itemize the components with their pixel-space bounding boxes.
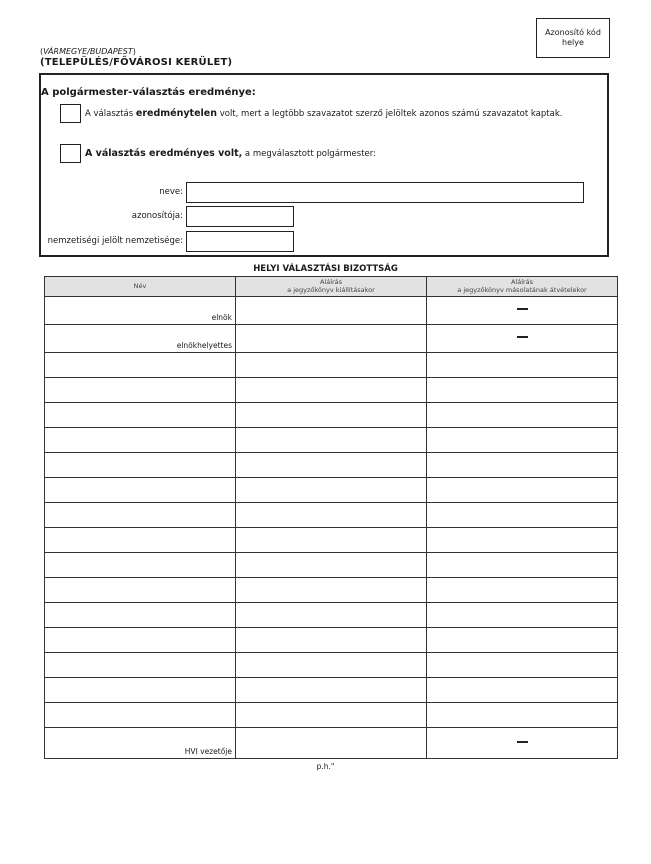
receipt-cell xyxy=(427,728,618,759)
county-text: VÁRMEGYE/BUDAPEST xyxy=(43,47,133,56)
table-row xyxy=(45,503,618,528)
table-row xyxy=(45,353,618,378)
table-row-chair xyxy=(45,297,618,325)
name-cell[interactable] xyxy=(45,428,236,453)
table-row xyxy=(45,403,618,428)
receipt-cell xyxy=(427,297,618,325)
receipt-cell[interactable] xyxy=(427,428,618,453)
receipt-cell[interactable] xyxy=(427,403,618,428)
receipt-cell[interactable] xyxy=(427,453,618,478)
mayor-name-field[interactable] xyxy=(186,182,584,203)
signature-cell[interactable] xyxy=(236,703,427,728)
name-cell[interactable] xyxy=(45,503,236,528)
dash-mark xyxy=(517,336,528,338)
name-cell[interactable] xyxy=(45,553,236,578)
mayor-name-label: neve: xyxy=(159,187,183,197)
receipt-cell xyxy=(427,325,618,353)
name-cell[interactable] xyxy=(45,453,236,478)
name-cell[interactable] xyxy=(45,603,236,628)
dash-mark xyxy=(517,308,528,310)
receipt-cell[interactable] xyxy=(427,653,618,678)
table-row xyxy=(45,678,618,703)
signature-cell[interactable] xyxy=(236,503,427,528)
signature-cell[interactable] xyxy=(236,553,427,578)
table-row xyxy=(45,378,618,403)
receipt-cell[interactable] xyxy=(427,353,618,378)
nationality-field[interactable] xyxy=(186,231,294,252)
settlement-label: (TELEPÜLÉS/FŐVÁROSI KERÜLET) xyxy=(40,57,233,68)
stamp-note: p.h." xyxy=(316,762,335,771)
column-header-name: Név xyxy=(45,277,236,297)
table-row-vice-chair xyxy=(45,325,618,353)
opt1-prefix: A választás xyxy=(85,109,136,119)
table-row xyxy=(45,528,618,553)
opt2-suffix: a megválasztott polgármester: xyxy=(242,149,376,159)
receipt-cell[interactable] xyxy=(427,703,618,728)
signature-cell[interactable] xyxy=(236,578,427,603)
role-hvi-head: HVI vezetője xyxy=(184,747,232,756)
receipt-cell[interactable] xyxy=(427,678,618,703)
table-row xyxy=(45,428,618,453)
table-row-hvi-head xyxy=(45,728,618,759)
receipt-cell[interactable] xyxy=(427,528,618,553)
invalid-result-label xyxy=(85,108,562,119)
signature-cell[interactable] xyxy=(236,478,427,503)
signature-cell[interactable] xyxy=(236,528,427,553)
name-cell[interactable] xyxy=(45,653,236,678)
signature-cell[interactable] xyxy=(236,353,427,378)
opt1-bold: eredménytelen xyxy=(135,108,218,119)
signature-cell[interactable] xyxy=(236,678,427,703)
table-row xyxy=(45,453,618,478)
signature-cell[interactable] xyxy=(236,428,427,453)
receipt-cell[interactable] xyxy=(427,578,618,603)
receipt-cell[interactable] xyxy=(427,628,618,653)
county-label: (VÁRMEGYE/BUDAPEST) xyxy=(40,47,136,56)
name-cell[interactable] xyxy=(45,378,236,403)
table-row xyxy=(45,578,618,603)
signature-cell[interactable] xyxy=(236,297,427,325)
signature-cell[interactable] xyxy=(236,653,427,678)
name-cell[interactable] xyxy=(45,703,236,728)
receipt-cell[interactable] xyxy=(427,503,618,528)
name-cell[interactable] xyxy=(45,478,236,503)
committee-title: HELYI VÁLASZTÁSI BIZOTTSÁG xyxy=(253,264,398,274)
dash-mark xyxy=(517,741,528,743)
table-row xyxy=(45,703,618,728)
nationality-label: nemzetiségi jelölt nemzetisége: xyxy=(47,236,183,246)
table-row xyxy=(45,603,618,628)
signature-cell[interactable] xyxy=(236,453,427,478)
receipt-cell[interactable] xyxy=(427,478,618,503)
id-code-box: Azonosító kód helye xyxy=(536,18,610,58)
receipt-cell[interactable] xyxy=(427,378,618,403)
signature-cell[interactable] xyxy=(236,325,427,353)
name-cell[interactable] xyxy=(45,728,236,759)
valid-result-label xyxy=(85,148,376,159)
table-row xyxy=(45,628,618,653)
receipt-cell[interactable] xyxy=(427,553,618,578)
invalid-result-checkbox[interactable] xyxy=(60,104,81,123)
table-row xyxy=(45,478,618,503)
name-cell[interactable] xyxy=(45,353,236,378)
mayor-id-field[interactable] xyxy=(186,206,294,227)
signature-cell[interactable] xyxy=(236,403,427,428)
valid-result-checkbox[interactable] xyxy=(60,144,81,163)
name-cell[interactable] xyxy=(45,403,236,428)
table-row xyxy=(45,653,618,678)
name-cell[interactable] xyxy=(45,678,236,703)
column-header-signature-receipt: Aláírás a jegyzőkönyv másolatának átvételekor xyxy=(427,277,618,297)
name-cell[interactable] xyxy=(45,578,236,603)
mayor-id-label: azonosítója: xyxy=(131,211,183,221)
name-cell[interactable] xyxy=(45,628,236,653)
name-cell[interactable] xyxy=(45,325,236,353)
signature-cell[interactable] xyxy=(236,728,427,759)
result-title: A polgármester-választás eredménye: xyxy=(41,87,256,98)
role-vice-chair: elnökhelyettes xyxy=(176,341,232,350)
table-row xyxy=(45,553,618,578)
signature-table xyxy=(44,276,618,759)
signature-cell[interactable] xyxy=(236,628,427,653)
signature-cell[interactable] xyxy=(236,378,427,403)
name-cell[interactable] xyxy=(45,528,236,553)
opt2-bold: A választás eredményes volt, xyxy=(85,148,243,159)
table-header-row xyxy=(45,277,618,297)
column-header-signature-issue: Aláírás a jegyzőkönyv kiállításakor xyxy=(236,277,427,297)
receipt-cell[interactable] xyxy=(427,603,618,628)
opt1-suffix: volt, mert a legtöbb szavazatot szerző jelöltek azonos számú szavazatot kaptak. xyxy=(217,109,563,119)
name-cell[interactable] xyxy=(45,297,236,325)
signature-cell[interactable] xyxy=(236,603,427,628)
role-chair: elnök xyxy=(211,313,232,322)
result-section xyxy=(39,73,609,257)
